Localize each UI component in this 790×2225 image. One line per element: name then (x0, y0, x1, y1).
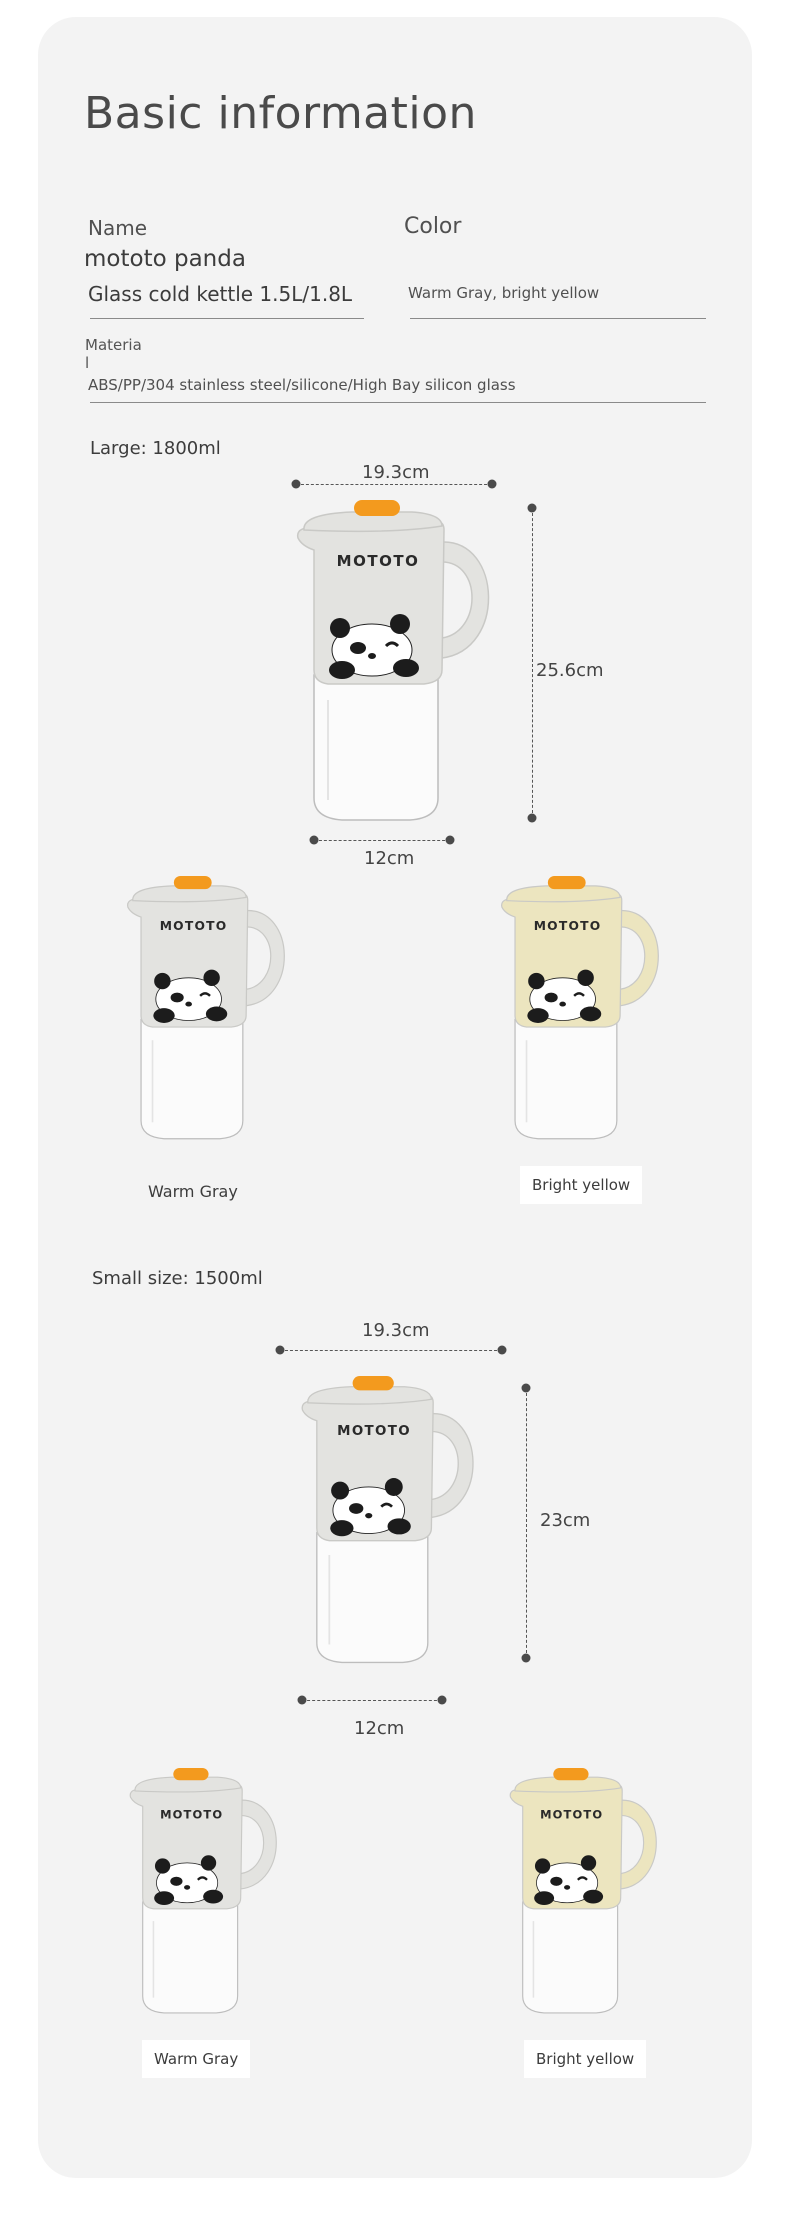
kettle-brand-text: MOTOTO (159, 919, 228, 934)
panda-ear-right (581, 1855, 596, 1870)
kettle-handle (431, 1414, 473, 1518)
small-width-dot-left (276, 1346, 285, 1355)
lid-knob (548, 876, 586, 889)
panda-paw-left (154, 1891, 174, 1905)
panda-nose (185, 1002, 192, 1007)
kettle-glass (317, 1533, 428, 1663)
large-base-dot-right (446, 836, 455, 845)
material-label-line2: l (85, 354, 90, 372)
large-width-dot-right (488, 480, 497, 489)
small-base-label: 12cm (354, 1718, 405, 1739)
panda-paw-left (534, 1891, 554, 1905)
lid-knob (174, 876, 212, 889)
kettle-handle (241, 1800, 277, 1889)
panda-ear-left (154, 973, 170, 989)
panda-nose (365, 1513, 372, 1518)
kettle-handle (246, 910, 284, 1005)
small-variant-yellow-label: Bright yellow (524, 2040, 646, 2078)
large-height-label: 25.6cm (536, 660, 604, 681)
kettle-handle (442, 542, 489, 658)
panda-graphic (534, 1855, 603, 1905)
panda-ear-right (577, 970, 593, 986)
panda-eye-left (170, 1877, 182, 1886)
small-kettle-bright-yellow-image (496, 1768, 678, 2016)
panda-eye-left (349, 1503, 363, 1514)
panda-nose (559, 1002, 566, 1007)
page-title: Basic information (84, 88, 477, 139)
panda-graphic (527, 970, 601, 1023)
material-underline (90, 402, 706, 403)
small-base-line (302, 1700, 442, 1701)
panda-ear-right (203, 970, 219, 986)
large-kettle-main-image (292, 500, 504, 824)
large-base-dot-left (310, 836, 319, 845)
large-height-dot-bottom (528, 814, 537, 823)
large-heading: Large: 1800ml (90, 438, 221, 459)
kettle-brand-text: MOTOTO (533, 919, 602, 934)
large-base-line (314, 840, 450, 841)
lid-knob (354, 500, 400, 516)
panda-paw-left (153, 1008, 174, 1023)
panda-graphic (154, 1855, 223, 1905)
panda-eye-left (550, 1877, 562, 1886)
kettle-glass (523, 1902, 618, 2013)
kettle-brand-text: MOTOTO (160, 1807, 224, 1822)
panda-nose (184, 1885, 190, 1890)
large-kettle-bright-yellow-image (494, 876, 674, 1142)
material-value: ABS/PP/304 stainless steel/silicone/High Bay silicon glass (88, 376, 516, 394)
panda-paw-right (206, 1007, 227, 1022)
large-height-line (532, 508, 533, 818)
color-value: Warm Gray, bright yellow (408, 284, 600, 302)
material-label (85, 336, 142, 372)
panda-paw-left (527, 1008, 548, 1023)
large-variant-gray-label: Warm Gray (148, 1182, 238, 1201)
panda-graphic (329, 614, 419, 679)
kettle-glass (515, 1020, 617, 1139)
lid-knob (173, 1768, 208, 1780)
material-label-line1: Materia (85, 336, 142, 354)
small-base-dot-right (438, 1696, 447, 1705)
panda-paw-right (393, 659, 419, 677)
name-label: Name (88, 216, 148, 240)
panda-paw-left (329, 661, 355, 679)
kettle-glass (143, 1902, 238, 2013)
panda-paw-left (330, 1520, 353, 1536)
panda-ear-right (390, 614, 410, 634)
color-underline (410, 318, 706, 319)
color-label: Color (404, 214, 462, 239)
panda-graphic (330, 1478, 411, 1536)
panda-paw-right (580, 1007, 601, 1022)
kettle-brand-text: MOTOTO (540, 1807, 604, 1822)
panda-graphic (153, 970, 227, 1023)
small-height-line (526, 1388, 527, 1658)
lid-knob (553, 1768, 588, 1780)
panda-ear-left (330, 618, 350, 638)
kettle-glass (314, 675, 438, 820)
small-width-label: 19.3cm (362, 1320, 430, 1341)
panda-ear-left (535, 1858, 550, 1873)
panda-eye-left (545, 993, 558, 1003)
panda-paw-right (388, 1518, 411, 1534)
small-kettle-warm-gray-image (116, 1768, 298, 2016)
name-value-brand: mototo panda (84, 246, 246, 272)
panda-nose (564, 1885, 570, 1890)
large-base-label: 12cm (364, 848, 415, 869)
small-width-dot-right (498, 1346, 507, 1355)
large-width-line (296, 484, 492, 485)
lid-knob (353, 1376, 394, 1390)
small-heading: Small size: 1500ml (92, 1268, 263, 1289)
kettle-handle (620, 910, 658, 1005)
panda-paw-right (583, 1890, 603, 1904)
small-kettle-main-image (286, 1376, 498, 1666)
small-variant-gray-label: Warm Gray (142, 2040, 250, 2078)
large-kettle-warm-gray-image (120, 876, 300, 1142)
kettle-brand-text: MOTOTO (337, 1424, 412, 1440)
panda-eye-left (350, 642, 366, 654)
small-base-dot-left (298, 1696, 307, 1705)
small-width-line (280, 1350, 502, 1351)
panda-eye-left (171, 993, 184, 1003)
small-height-dot-top (522, 1384, 531, 1393)
panda-ear-right (201, 1855, 216, 1870)
large-variant-yellow-label: Bright yellow (520, 1166, 642, 1204)
panda-nose (368, 653, 376, 659)
kettle-brand-text: MOTOTO (336, 552, 420, 570)
large-width-dot-left (292, 480, 301, 489)
kettle-handle (621, 1800, 657, 1889)
name-value-product: Glass cold kettle 1.5L/1.8L (88, 282, 353, 306)
panda-paw-right (203, 1890, 223, 1904)
small-height-dot-bottom (522, 1654, 531, 1663)
large-height-dot-top (528, 504, 537, 513)
name-underline (90, 318, 364, 319)
panda-ear-left (331, 1482, 349, 1500)
panda-ear-left (528, 973, 544, 989)
panda-ear-right (385, 1478, 403, 1496)
kettle-glass (141, 1020, 243, 1139)
small-height-label: 23cm (540, 1510, 591, 1531)
panda-ear-left (155, 1858, 170, 1873)
large-width-label: 19.3cm (362, 462, 430, 483)
